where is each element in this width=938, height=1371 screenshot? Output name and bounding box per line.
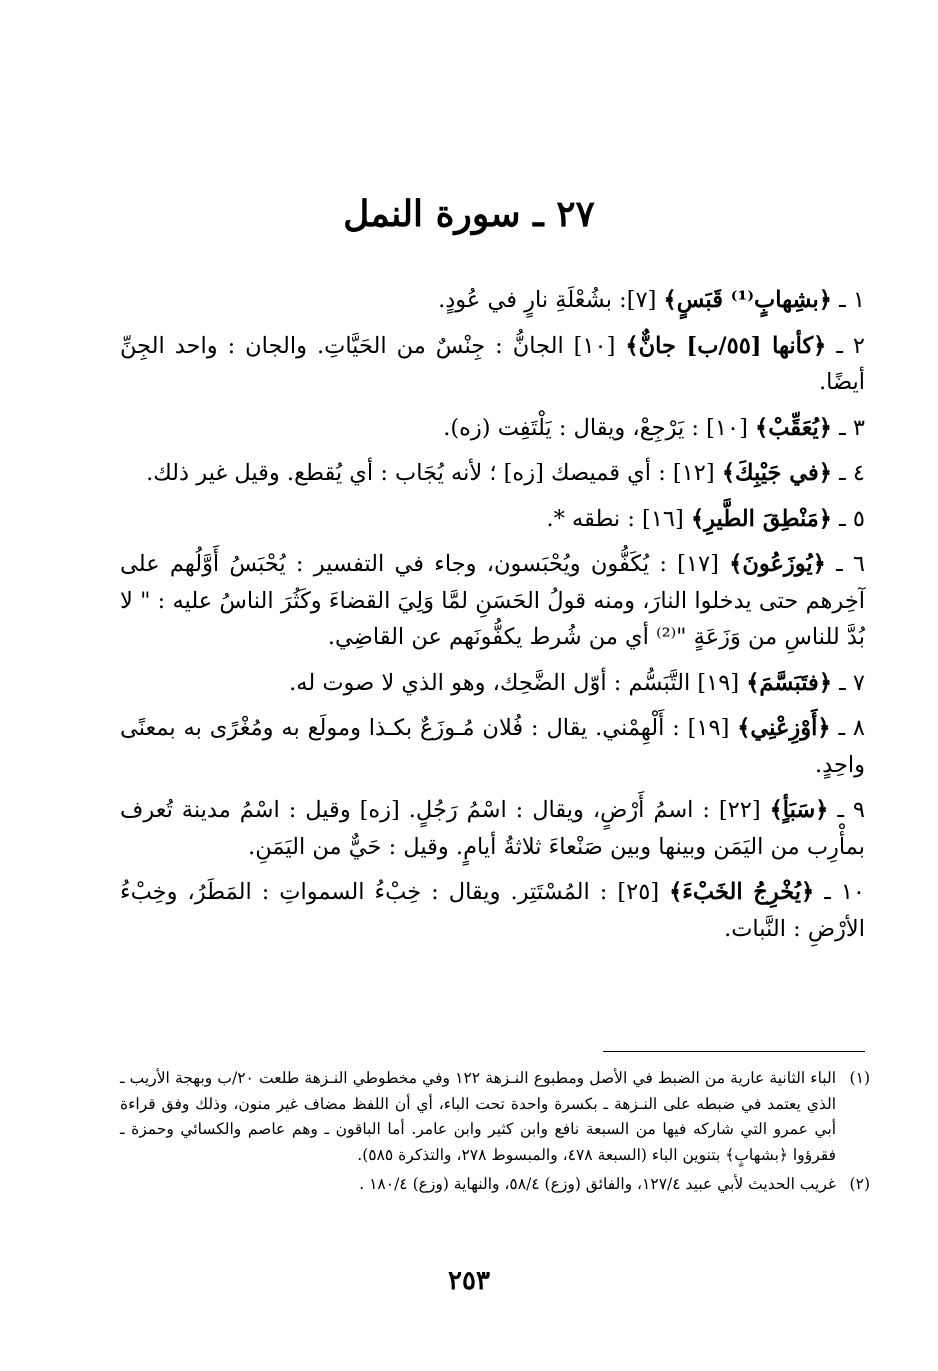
footnote bbox=[120, 1066, 870, 1168]
footnote-text: الباء الثانية عارية من الضبط في الأصل ومطبوع النـزهة ١٢٢ وفي مخطوطي النـزهة طلعت ٢٠/ب وبهجة الأريب ـ الذي يعتمد في ضبطه على النـزهة ـ بكسرة واحدة تحت الباء، أي أن اللفظ مضاف غير منون، وذلك وفق قراءة أبي عمرو التي شاركه فيها من السبعة نافع وابن كثير وابن عامر. أما الباقون ـ وهم عاصم والكسائي وحمزة ـ فقرؤوا ﴿بشهابٍ﴾ بتنوين الباء (السبعة ٤٧٨، والمبسوط ٢٧٨، والتذكرة ٥٨٥). bbox=[120, 1069, 836, 1164]
entry: ٧ ـ ﴿فتَبَسَّمَ﴾ [١٩] التَّبَسُّم : أوّل الضَّحِك، وهو الذي لا صوت له. bbox=[289, 669, 865, 696]
page-number: ٢٥٣ bbox=[448, 1266, 490, 1296]
entry-term: ﴿يُوزَعُونَ﴾ bbox=[729, 551, 826, 577]
entry: ١٠ ـ ﴿يُخْرِجُ الخَبْءَ﴾ [٢٥] : المُسْتَتِر. ويقال : خِبْءُ السمواتِ : المَطَرُ، وخِبْءُ الأرْضِ : النَّبات. bbox=[120, 879, 865, 942]
entry-term: ﴿أَوْزِعْنِي﴾ bbox=[737, 715, 831, 741]
entry-text: [١٩] : أَلْهِمْني. يقال : فُلان مُـوزَعٌ بكـذا ومولَع به ومُغْرًى به بمعنًى واحِدٍ. bbox=[120, 715, 865, 778]
entry-number: ٩ bbox=[852, 797, 865, 823]
entry-number: ٨ bbox=[852, 715, 865, 741]
entry-term: ﴿كأنها [٥٥/ب] جانٌّ﴾ bbox=[625, 332, 827, 359]
entry-text: [٧]: بشُعْلَةِ نارٍ في عُودٍ. bbox=[438, 287, 657, 313]
entry: ٤ ـ ﴿في جَيْبِكَ﴾ [١٢] : أي قميصك [زه] ؛ لأنه يُجَاب : أي يُقطع. وقيل غير ذلك. bbox=[146, 460, 865, 486]
footnote-text: غريب الحديث لأبي عبيد ١٢٧/٤، والفائق (وزع) ٥٨/٤، والنهاية (وزع) ١٨٠/٤ . bbox=[359, 1175, 836, 1193]
footnote-number: (٢) bbox=[849, 1175, 870, 1193]
entry: ٩ ـ ﴿سَبَأٍ﴾ [٢٢] : اسمُ أَرْضٍ، ويقال : اسْمُ رَجُلٍ. [زه] وقيل : اسْمُ مدينة تُعرف بمأْرِب من اليَمَن وبينها وبين صَنْعاءَ ثلاثةُ أيامٍ. وقيل : حَيٌّ من اليَمَنِ. bbox=[120, 797, 865, 860]
entry: ٦ ـ ﴿يُوزَعُونَ﴾ [١٧] : يُكَفُّون ويُحْبَسون، وجاء في التفسير : يُحْبَسُ أَوَّلُهم على آخِرهم حتى يدخلوا النارَ، ومنه قولُ الحَسَنِ لمَّا وَلِيَ القضاءَ وكَثُرَ الناسُ عليه : " لا بُدَّ للناسِ من وَزَعَةٍ "⁽²⁾ أي من شُرط يكفُّونَهم عن القاضِي. bbox=[120, 551, 866, 650]
entry: ٨ ـ ﴿أَوْزِعْنِي﴾ [١٩] : أَلْهِمْني. يقال : فُلان مُـوزَعٌ بكـذا ومولَع به ومُغْرًى به بمعنًى واحِدٍ. bbox=[120, 715, 865, 778]
entry: ١ ـ ﴿بشِهابٍ⁽¹⁾ قَبَسٍ﴾ [٧]: بشُعْلَةِ نارٍ في عُودٍ. bbox=[438, 287, 865, 313]
entry-text: [٢٥] : المُسْتَتِر. ويقال : خِبْءُ السمواتِ : المَطَرُ، وخِبْءُ الأرْضِ : النَّبات. bbox=[120, 879, 865, 942]
entries-body bbox=[120, 282, 865, 956]
surah-title: ٢٧ ـ سورة النمل bbox=[343, 193, 595, 235]
entry-term: ﴿في جَيْبِكَ﴾ bbox=[721, 460, 832, 486]
entry-number: ٤ bbox=[852, 460, 865, 486]
entry-text: [١٠] الجانُّ : جِنْسٌ من الحَيَّاتِ. والجان : واحد الجِنِّ أيضًا. bbox=[120, 332, 865, 395]
entry-number: ٢ bbox=[852, 332, 866, 359]
footnote-divider bbox=[603, 1051, 865, 1052]
entry-text: [١٢] : أي قميصك [زه] ؛ لأنه يُجَاب : أي يُقطع. وقيل غير ذلك. bbox=[146, 460, 715, 486]
entry: ٣ ـ ﴿يُعَقِّبْ﴾ [١٠] : يَرْجِعْ، ويقال : يَلْتَفِت (زه). bbox=[443, 414, 865, 441]
entry-number: ٧ bbox=[852, 669, 865, 696]
entry-term: ﴿بشِهابٍ⁽¹⁾ قَبَسٍ﴾ bbox=[663, 287, 832, 313]
footnotes bbox=[120, 1066, 870, 1202]
footnote-number: (١) bbox=[849, 1069, 870, 1087]
entry-number: ٦ bbox=[852, 551, 866, 577]
entry-text: [١٦] : نطقه *. bbox=[546, 505, 684, 532]
entry-text: [١٠] : يَرْجِعْ، ويقال : يَلْتَفِت (زه). bbox=[443, 414, 748, 441]
entry-text: [١٧] : يُكَفُّون ويُحْبَسون، وجاء في التفسير : يُحْبَسُ أَوَّلُهم على آخِرهم حتى يدخلوا النارَ، ومنه قولُ الحَسَنِ لمَّا وَلِيَ القضاءَ وكَثُرَ الناسُ عليه : " لا بُدَّ للناسِ من وَزَعَةٍ "⁽²⁾ أي من شُرط يكفُّونَهم عن القاضِي. bbox=[120, 551, 865, 650]
entry-term: ﴿مَنْطِقَ الطَّيرِ﴾ bbox=[690, 505, 832, 532]
entry-number: ٥ bbox=[852, 505, 865, 532]
entry-text: [١٩] التَّبَسُّم : أوّل الضَّحِك، وهو الذي لا صوت له. bbox=[289, 669, 740, 696]
entry-number: ٣ bbox=[852, 414, 865, 441]
entry: ٥ ـ ﴿مَنْطِقَ الطَّيرِ﴾ [١٦] : نطقه *. bbox=[546, 505, 865, 532]
entry-number: ١٠ bbox=[840, 879, 865, 905]
footnote bbox=[120, 1172, 870, 1198]
entry-text: [٢٢] : اسمُ أَرْضٍ، ويقال : اسْمُ رَجُلٍ. [زه] وقيل : اسْمُ مدينة تُعرف بمأْرِب من اليَمَن وبينها وبين صَنْعاءَ ثلاثةُ أيامٍ. وقيل : حَيٌّ من اليَمَنِ. bbox=[120, 797, 865, 860]
entry-term: ﴿يُعَقِّبْ﴾ bbox=[755, 414, 832, 441]
entry-term: ﴿فتَبَسَّمَ﴾ bbox=[746, 669, 832, 696]
entry-number: ١ bbox=[852, 287, 865, 313]
entry-term: ﴿يُخْرِجُ الخَبْءَ﴾ bbox=[669, 879, 815, 905]
entry-term: ﴿سَبَأٍ﴾ bbox=[769, 797, 829, 823]
entry: ٢ ـ ﴿كأنها [٥٥/ب] جانٌّ﴾ [١٠] الجانُّ : جِنْسٌ من الحَيَّاتِ. والجان : واحد الجِنِّ أيضًا. bbox=[120, 332, 866, 395]
